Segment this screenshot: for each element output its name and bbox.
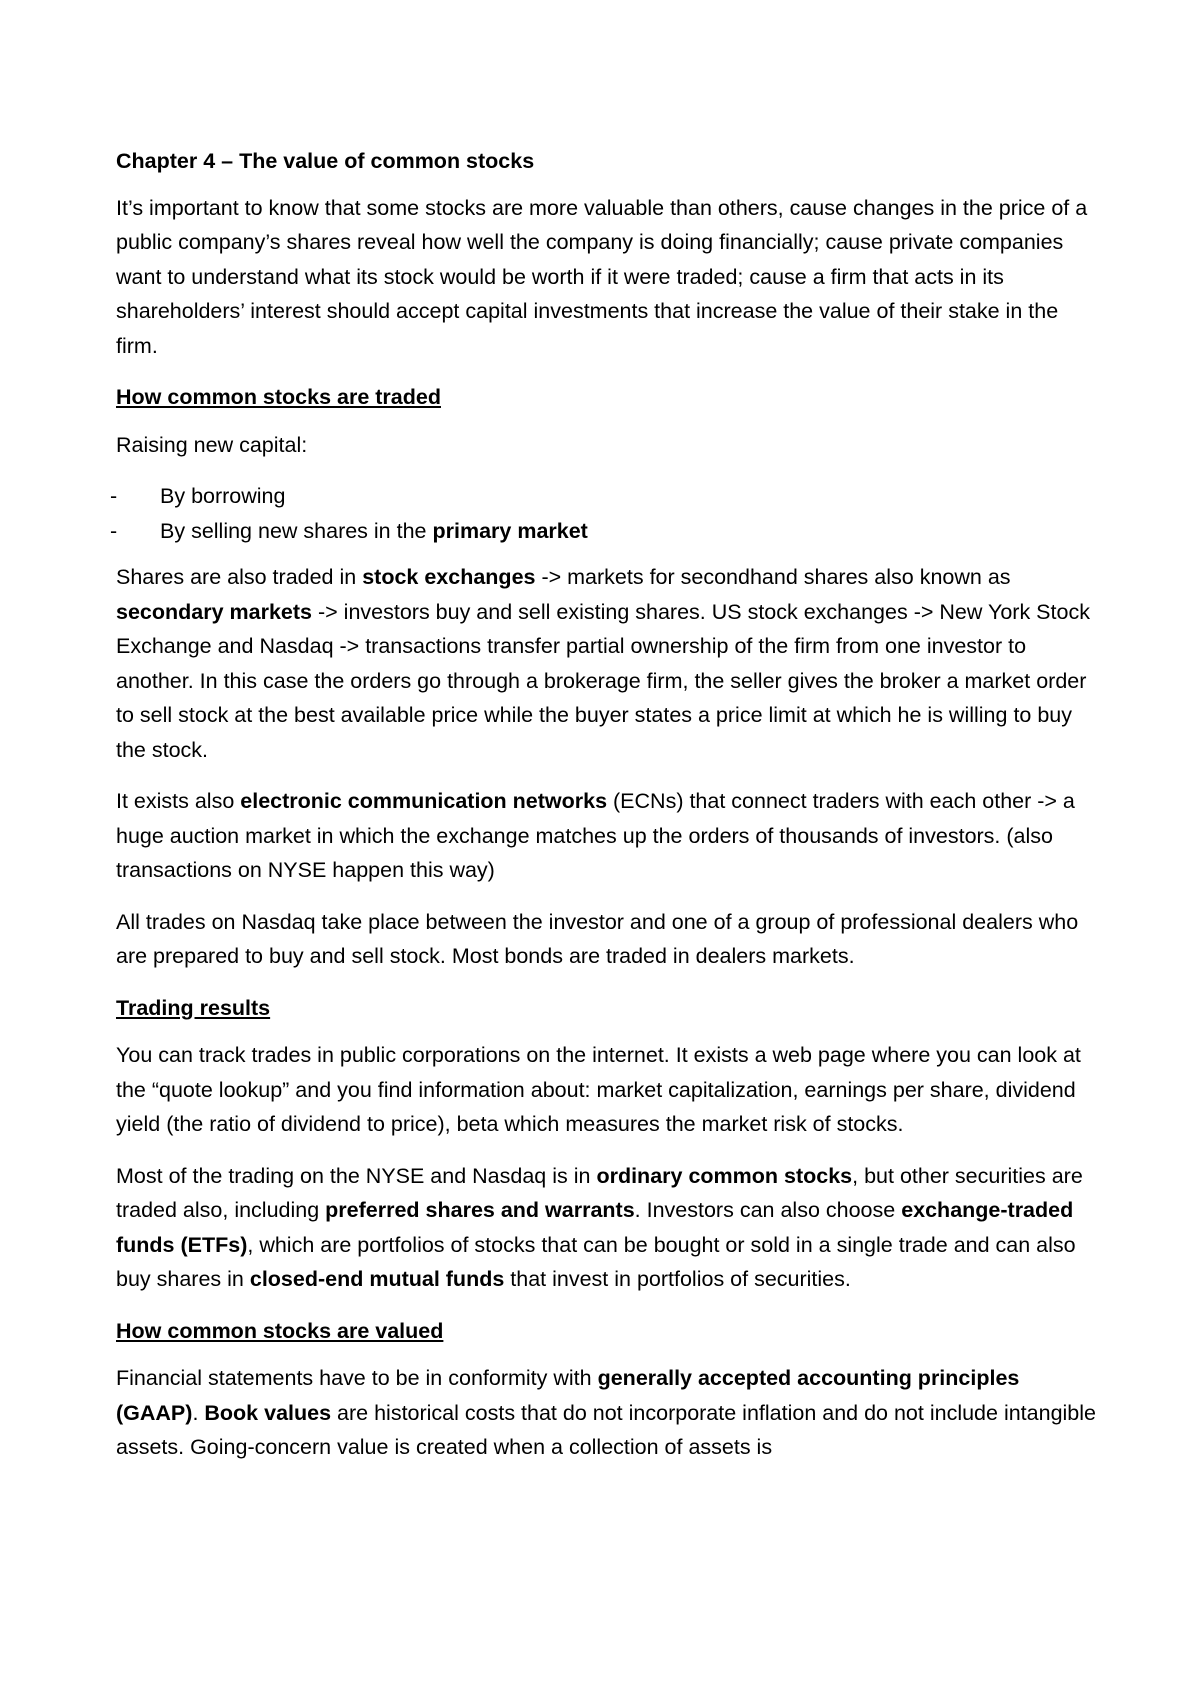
bullet-dash: - <box>110 518 118 543</box>
bold-term: stock exchanges <box>362 565 536 589</box>
ecn-paragraph <box>116 784 1100 888</box>
text-run: . <box>192 1400 205 1425</box>
stock-exchanges-paragraph <box>116 560 1100 767</box>
chapter-title: Chapter 4 – The value of common stocks <box>116 149 535 173</box>
text-run: , but other securities are traded also, including <box>116 1163 1083 1222</box>
text-run: . Investors can also choose <box>634 1198 902 1222</box>
text-run: Shares are also traded in <box>116 565 363 589</box>
text-run: It exists also <box>116 789 241 813</box>
bold-term: primary market <box>432 518 588 543</box>
text-run: Most of the trading on the NYSE and Nasdaq is in <box>116 1163 597 1188</box>
list-item <box>110 479 1100 514</box>
text-run: Financial statements have to be in conformity with <box>116 1366 598 1390</box>
text-run: -> markets for secondhand shares also known as <box>535 565 1011 589</box>
text-run: that invest in portfolios of securities. <box>504 1267 851 1291</box>
bold-term: ordinary common stocks <box>596 1163 853 1188</box>
bullet-dash: - <box>110 484 118 508</box>
bullet-text: By selling new shares in the <box>160 518 433 543</box>
text-run: (ECNs) that connect traders with each other -> a huge auction market in which the exchange matches up the orders of thousands of investors. (also transactions on NYSE happen this way) <box>116 789 1075 882</box>
bold-term: preferred shares and warrants <box>325 1198 635 1222</box>
list-item <box>110 514 1100 549</box>
bold-term: Book values <box>204 1400 332 1425</box>
text-run: are historical costs that do not incorporate inflation and do not include intangible assets. Going-concern value is created when a collection of assets is <box>116 1400 1096 1459</box>
nasdaq-paragraph: All trades on Nasdaq take place between the investor and one of a group of professional dealers who are prepared to buy and sell stock. Most bonds are traded in dealers markets. <box>116 909 1079 968</box>
bullet-text: By borrowing <box>160 484 286 508</box>
section-heading-traded: How common stocks are traded <box>116 385 441 409</box>
track-trades-paragraph: You can track trades in public corporations on the internet. It exists a web page where you can look at the “quote lookup” and you find information about: market capitalization, earnings per share, dividend yield (the ratio of dividend to price), beta which measures the market risk of stocks. <box>116 1043 1081 1136</box>
bold-term: secondary markets <box>116 599 312 624</box>
text-run: , which are portfolios of stocks that can be bought or sold in a single trade and can also buy shares in <box>116 1232 1076 1291</box>
bold-term: electronic communication networks <box>240 789 608 813</box>
intro-paragraph: It’s important to know that some stocks are more valuable than others, cause changes in the price of a public company’s shares reveal how well the company is doing financially; cause private companies want to understand what its stock would be worth if it were traded; cause a firm that acts in its shareholders’ interest should accept capital investments that increase the value of their stake in the firm. <box>116 195 1088 358</box>
bold-term: exchange-traded funds (ETFs) <box>116 1198 1074 1257</box>
bold-term: generally accepted accounting principles (GAAP) <box>116 1366 1020 1425</box>
securities-paragraph <box>116 1159 1100 1297</box>
section-heading-results: Trading results <box>116 995 271 1020</box>
gaap-paragraph <box>116 1361 1100 1465</box>
bold-term: closed-end mutual funds <box>249 1267 505 1291</box>
section-heading-valued: How common stocks are valued <box>116 1318 444 1343</box>
raising-capital-label: Raising new capital: <box>116 432 308 457</box>
capital-bullet-list <box>110 479 1100 548</box>
text-run: -> investors buy and sell existing shares. US stock exchanges -> New York Stock Exchange and Nasdaq -> transactions transfer partial ownership of the firm from one investor to another. In this case the orders go through a brokerage firm, the seller gives the broker a market order to sell stock at the best available price while the buyer states a price limit at which he is willing to buy the stock. <box>116 599 1090 762</box>
